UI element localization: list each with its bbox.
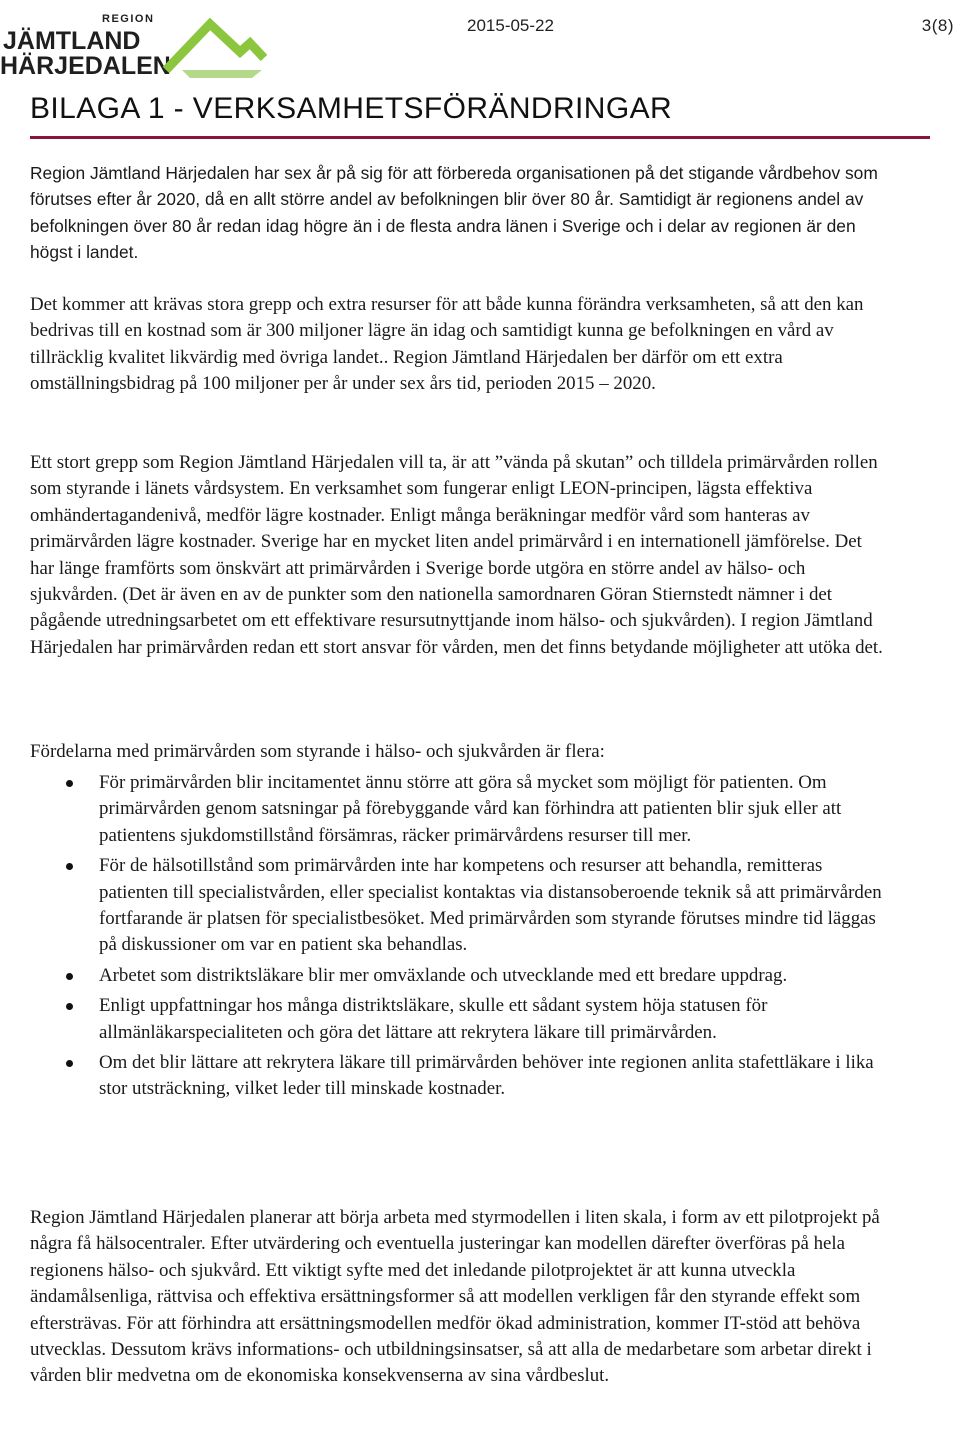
list-item: Enligt uppfattningar hos många distriktsläkare, skulle ett sådant system höja statusen för allmänläkarspecialiteten och göra det lättare att rekrytera läkare till primärvården. [30, 993, 890, 1046]
logo-lake-shape [182, 70, 262, 78]
list-item: För de hälsotillstånd som primärvården inte har kompetens och resurser att behandla, remitteras patienten till specialistvården, eller specialist kontaktas via distansoberoende teknik så att primärvården fortfarande är platsen för specialistbesöket. Med primärvården som styrande förutses mindre tid läggas på diskussioner om var en patient ska behandlas. [30, 853, 890, 959]
logo-mountain-shape [166, 24, 264, 70]
paragraph-primary-care: Ett stort grepp som Region Jämtland Härjedalen vill ta, är att ”vända på skutan” och tilldela primärvården rollen som styrande i länets vårdsystem. En verksamhet som fungerar enligt LEON-principen, lägsta effektiva omhändertagandenivå, medför lägre kostnader. Enligt många beräkningar medför vård som hanteras av primärvården lägre kostnader. Sverige har en mycket liten andel primärvård i en internationell jämförelse. Det har länge framförts som önskvärt att primärvården i Sverige borde utgöra en större andel av hälso- och sjukvården. (Det är även en av de punkter som den nationella samordnaren Göran Stiernstedt nämner i det pågående utredningsarbetet om ett effektivare resursutnyttjande inom hälso- och sjukvården). I region Jämtland Härjedalen har primärvården redan ett stort ansvar för vården, men det finns betydande möjligheter att utöka det. [30, 452, 883, 658]
paragraph-resources: Det kommer att krävas stora grepp och extra resurser för att både kunna förändra verksamheten, så att den kan bedrivas till en kostnad som är 300 miljoner lägre än idag och samtidigt kunna ge befolkningen en vård av tillräcklig kvalitet likvärdig med övriga landet.. Region Jämtland Härjedalen ber därför om ett extra omställningsbidrag på 100 miljoner per år under sex års tid, perioden 2015 – 2020. [30, 294, 864, 395]
title-divider [30, 136, 930, 139]
logo-line2-text: HÄRJEDALEN [0, 52, 171, 78]
header-page-number: 3(8) [921, 16, 954, 35]
logo-line1-text: JÄMTLAND [3, 27, 141, 55]
list-item: Om det blir lättare att rekrytera läkare till primärvården behöver inte regionen anlita stafettläkare i lika stor utsträckning, vilket leder till minskade kostnader. [30, 1050, 890, 1103]
paragraph-pilot: Region Jämtland Härjedalen planerar att börja arbeta med styrmodellen i liten skala, i form av ett pilotprojekt på några få hälsocentraler. Efter utvärdering och eventuella justeringar kan modellen därefter överföras på hela regionens hälso- och sjukvård. Ett viktigt syfte med det inledande pilotprojektet är att kunna utveckla ändamålsenliga, rättvisa och effektiva ersättningsformer så att modellen verkligen får den styrande effekt som eftersträvas. För att förhindra att ersättningsmodellen medför ökad administration, kommer IT-stöd att behöva utvecklas. Dessutom krävs informations- och utbildningsinsatser, så att alla de medarbetare som arbetar direkt i vården blir medvetna om de ekonomiska konsekvenserna av sina vårdbeslut. [30, 1207, 880, 1387]
benefits-list [30, 770, 890, 1103]
logo-mark-icon [0, 6, 270, 78]
paragraph-benefits-intro: Fördelarna med primärvården som styrande i hälso- och sjukvården är flera: [30, 741, 605, 762]
paragraph-intro: Region Jämtland Härjedalen har sex år på sig för att förbereda organisationen på det stigande vårdbehov som förutses efter år 2020, då en allt större andel av befolkningen blir över 80 år. Samtidigt är regionens andel av befolkningen över 80 år redan idag högre än i de flesta andra länen i Sverige och i delar av regionen är den högst i landet. [30, 163, 878, 263]
list-item: För primärvården blir incitamentet ännu större att göra så mycket som möjligt för patienten. Om primärvården genom satsningar på förebyggande vård kan förhindra att patienten blir sjuk eller att patientens sjukdomstillstånd försämras, räcker primärvårdens resurser till mer. [30, 770, 890, 849]
header-date: 2015-05-22 [467, 16, 554, 35]
list-item: Arbetet som distriktsläkare blir mer omväxlande och utvecklande med ett bredare uppdrag. [30, 963, 890, 989]
region-logo [0, 6, 270, 78]
logo-region-text: REGION [102, 13, 155, 25]
page-title: BILAGA 1 - VERKSAMHETSFÖRÄNDRINGAR [30, 92, 673, 125]
